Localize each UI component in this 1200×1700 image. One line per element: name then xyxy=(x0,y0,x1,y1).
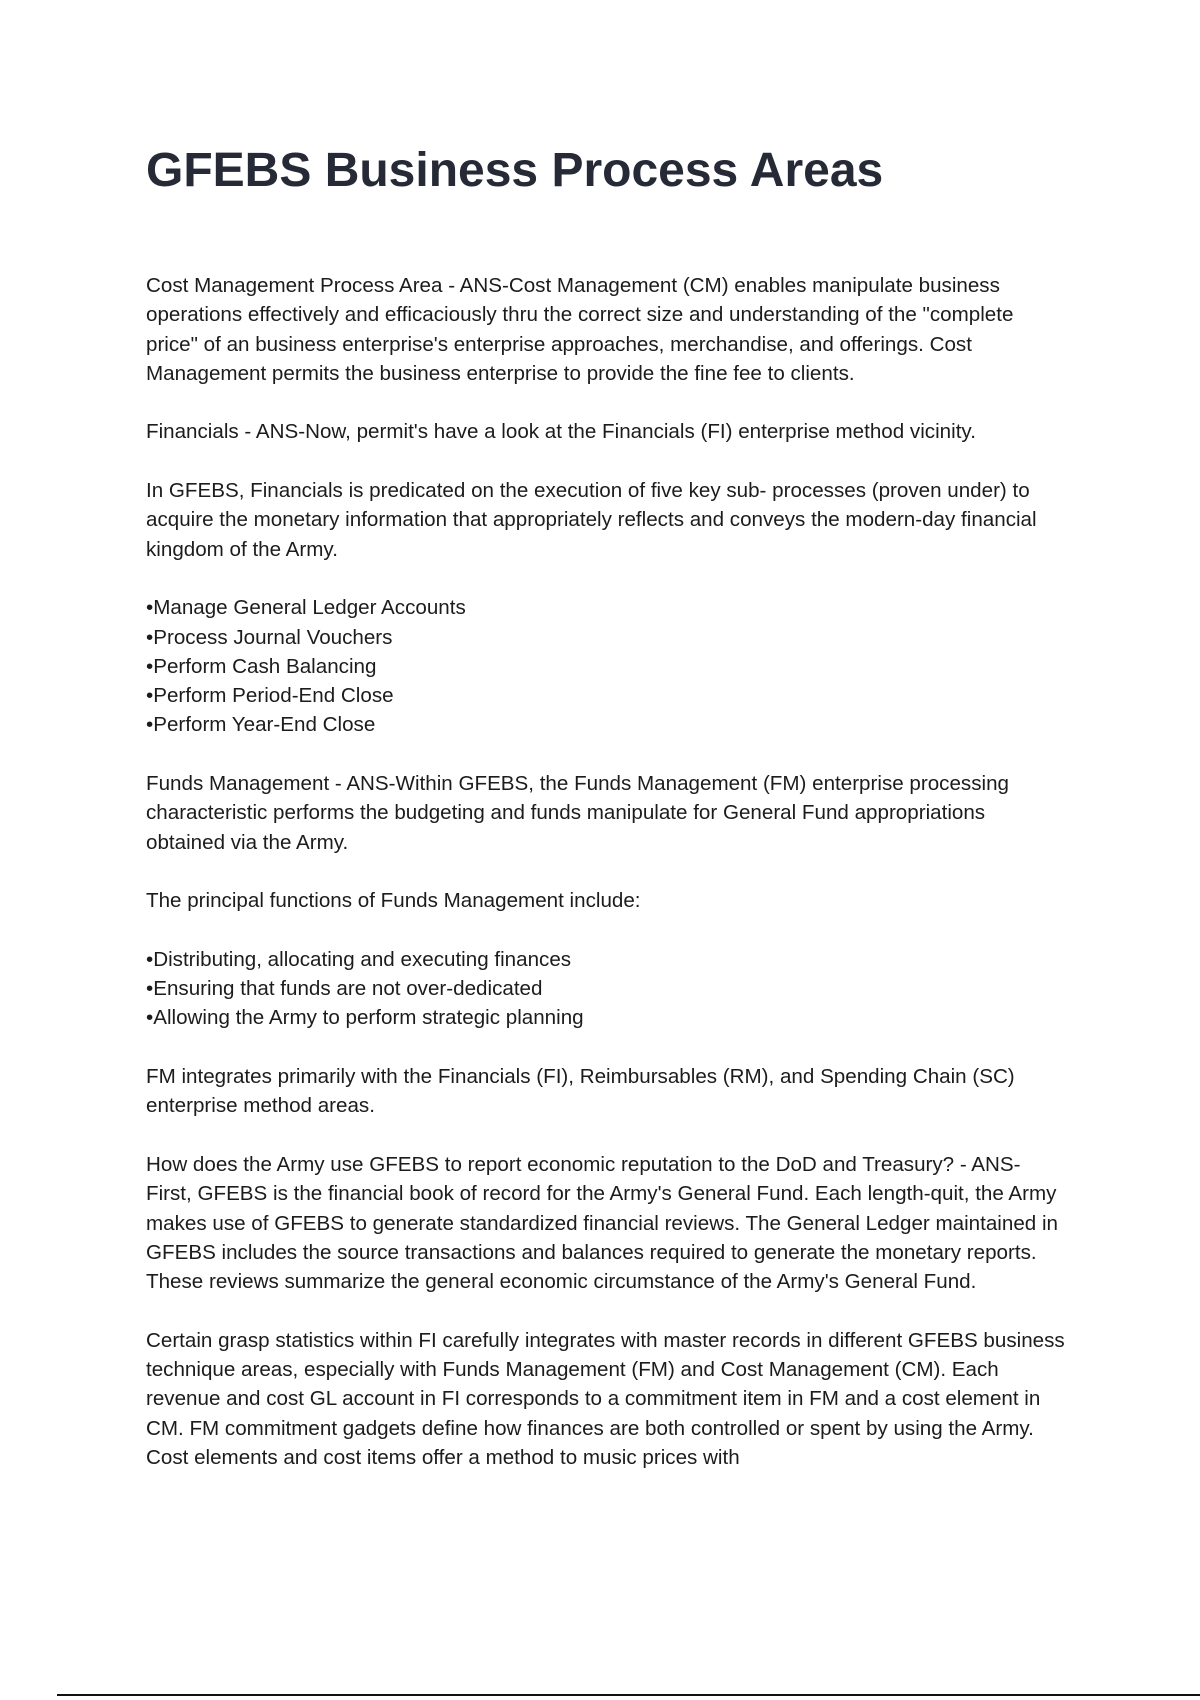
list-item: • Process Journal Vouchers xyxy=(146,623,1066,652)
paragraph-cost-management: Cost Management Process Area - ANS-Cost Management (CM) enables manipulate business operations effectively and efficaciously thru the correct size and understanding of the "complete price" of an business enterprise's enterprise approaches, merchandise, and offerings. Cost Management permits the business enterprise to provide the fine fee to clients. xyxy=(146,274,1014,385)
paragraph-reporting: How does the Army use GFEBS to report economic reputation to the DoD and Treasury? - ANS-First, GFEBS is the financial book of record for the Army's General Fund. Each length-quit, the Army makes use of GFEBS to generate standardized financial reviews. The General Ledger maintained in GFEBS includes the source transactions and balances required to generate the monetary reports. These reviews summarize the general economic circumstance of the Army's General Fund. xyxy=(146,1152,1058,1294)
financials-subprocess-list xyxy=(146,593,1066,739)
list-item: • Perform Cash Balancing xyxy=(146,652,1066,681)
paragraph-fm-integration: FM integrates primarily with the Financials (FI), Reimbursables (RM), and Spending Chain (SC) enterprise method areas. xyxy=(146,1065,1015,1118)
paragraph-fm-functions-intro: The principal functions of Funds Management include: xyxy=(146,889,641,913)
paragraph-funds-management: Funds Management - ANS-Within GFEBS, the Funds Management (FM) enterprise processing characteristic performs the budgeting and funds manipulate for General Fund appropriations obtained via the Army. xyxy=(146,772,1010,854)
fm-functions-list xyxy=(146,945,1066,1033)
list-item: • Distributing, allocating and executing finances xyxy=(146,945,1066,974)
list-item: • Manage General Ledger Accounts xyxy=(146,593,1066,622)
list-item: • Perform Year-End Close xyxy=(146,710,1066,739)
paragraph-financials-detail: In GFEBS, Financials is predicated on the execution of five key sub- processes (proven under) to acquire the monetary information that appropriately reflects and conveys the modern-day financial kingdom of the Army. xyxy=(146,479,1037,561)
list-item: • Ensuring that funds are not over-dedicated xyxy=(146,974,1066,1003)
paragraph-master-data: Certain grasp statistics within FI carefully integrates with master records in different GFEBS business technique areas, especially with Funds Management (FM) and Cost Management (CM). Each revenue and cost GL account in FI corresponds to a commitment item in FM and a cost element in CM. FM commitment gadgets define how finances are both controlled or spent by using the Army. Cost elements and cost items offer a method to music prices with xyxy=(146,1328,1065,1469)
document-body xyxy=(146,271,1066,1472)
list-item: • Allowing the Army to perform strategic planning xyxy=(146,1003,1066,1032)
list-item: • Perform Period-End Close xyxy=(146,681,1066,710)
paragraph-financials: Financials - ANS-Now, permit's have a look at the Financials (FI) enterprise method vicinity. xyxy=(146,420,976,444)
page-divider xyxy=(57,1694,1200,1696)
page-title: GFEBS Business Process Areas xyxy=(146,144,884,197)
